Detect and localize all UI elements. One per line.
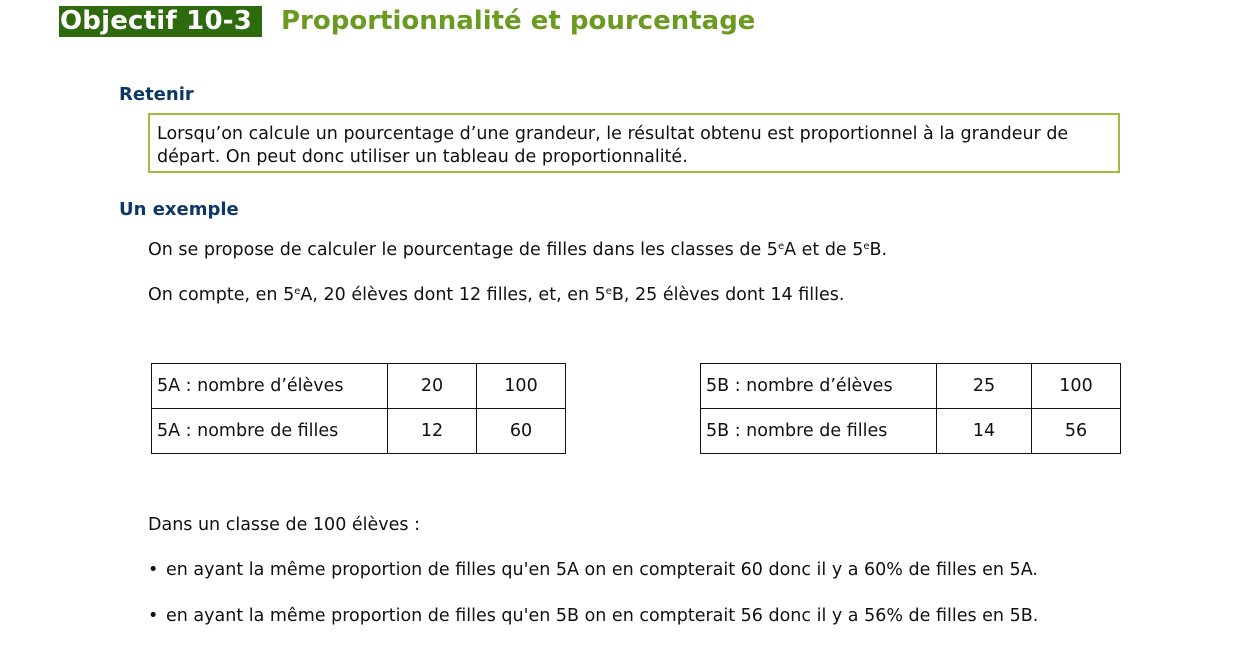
text-fragment: A et de 5 — [784, 240, 864, 260]
list-item — [148, 605, 1038, 627]
superscript: e — [605, 286, 612, 297]
superscript: e — [863, 241, 870, 252]
table-row — [152, 409, 566, 454]
bullet-icon: • — [148, 606, 159, 626]
table-cell-value: 12 — [388, 409, 477, 454]
table-cell-label: 5A : nombre de filles — [152, 409, 388, 454]
section-heading-exemple: Un exemple — [119, 199, 239, 220]
table-cell-label: 5B : nombre de filles — [701, 409, 937, 454]
text-fragment: On compte, en 5 — [148, 285, 295, 305]
table-row — [152, 364, 566, 409]
page-title: Proportionnalité et pourcentage — [281, 6, 756, 36]
text-fragment: A, 20 élèves dont 12 filles, et, en 5 — [300, 285, 606, 305]
example-paragraph-1 — [148, 239, 887, 261]
table-row — [701, 364, 1121, 409]
conclusion-intro: Dans un classe de 100 élèves : — [148, 515, 420, 535]
table-cell-label: 5A : nombre d’élèves — [152, 364, 388, 409]
list-item — [148, 559, 1038, 581]
table-cell-value: 60 — [477, 409, 566, 454]
list-item-text: en ayant la même proportion de filles qu'en 5A on en compterait 60 donc il y a 60% de filles en 5A. — [166, 560, 1038, 580]
table-cell-value: 100 — [477, 364, 566, 409]
table-cell-label: 5B : nombre d’élèves — [701, 364, 937, 409]
table-cell-value: 14 — [937, 409, 1032, 454]
text-fragment: On se propose de calculer le pourcentage de filles dans les classes de 5 — [148, 240, 778, 260]
proportion-table-5b — [700, 363, 1121, 454]
objective-badge: Objectif 10-3 — [59, 6, 262, 37]
table-cell-value: 25 — [937, 364, 1032, 409]
table-cell-value: 56 — [1032, 409, 1121, 454]
superscript: e — [777, 241, 785, 252]
proportion-table-5a — [151, 363, 566, 454]
table-cell-value: 100 — [1032, 364, 1121, 409]
list-item-text: en ayant la même proportion de filles qu'en 5B on en compterait 56 donc il y a 56% de filles en 5B. — [166, 606, 1039, 626]
example-paragraph-2 — [148, 284, 844, 306]
bullet-icon: • — [148, 560, 159, 580]
text-fragment: B, 25 élèves dont 14 filles. — [611, 285, 845, 305]
superscript: e — [294, 286, 301, 297]
retenir-box: Lorsqu’on calcule un pourcentage d’une grandeur, le résultat obtenu est proportionnel à la grandeur de départ. On peut donc utiliser un tableau de proportionnalité. — [148, 113, 1120, 173]
table-row — [701, 409, 1121, 454]
section-heading-retenir: Retenir — [119, 84, 194, 105]
table-cell-value: 20 — [388, 364, 477, 409]
text-fragment: B. — [869, 240, 888, 260]
